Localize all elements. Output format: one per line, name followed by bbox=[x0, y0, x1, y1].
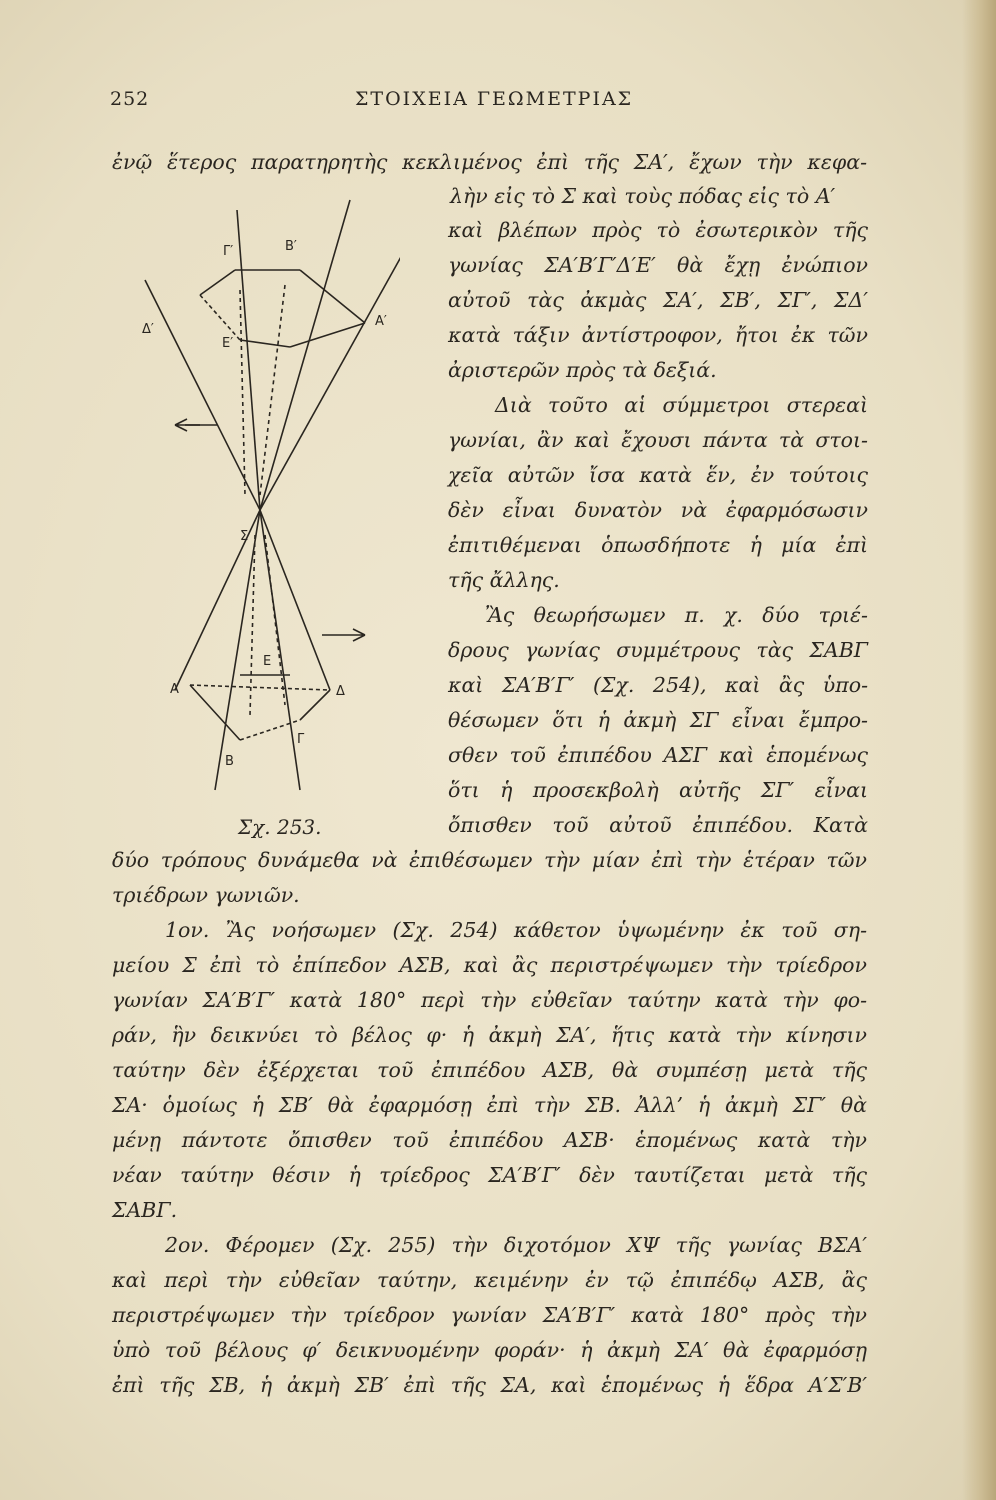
text-line: μείου Σ ἐπὶ τὸ ἐπίπεδον ΑΣΒ, καὶ ἂς περιστρέψωμεν τὴν τρίεδρον bbox=[112, 953, 867, 977]
text-line: Διὰ τοῦτο αἱ σύμμετροι στερεαὶ bbox=[495, 393, 868, 417]
edge-s-beta bbox=[215, 510, 260, 790]
text-line: ἐπὶ τῆς ΣΒ, ἡ ἀκμὴ ΣΒ′ ἐπὶ τῆς ΣΑ, καὶ ἑπομένως ἡ ἕδρα Α′Σ′Β′ bbox=[112, 1373, 867, 1397]
base-line-ab bbox=[190, 685, 240, 740]
label-beta-prime: Β′ bbox=[285, 239, 297, 254]
text-line: ἀριστερῶν πρὸς τὰ δεξιά. bbox=[448, 358, 717, 382]
text-line: δὲν εἶναι δυνατὸν νὰ ἐφαρμόσωσιν bbox=[448, 498, 868, 522]
label-alpha: Α bbox=[170, 682, 179, 697]
text-line: αὐτοῦ τὰς ἀκμὰς ΣΑ′, ΣΒ′, ΣΓ′, ΣΔ′ bbox=[448, 288, 868, 312]
text-line: χεῖα αὐτῶν ἴσα κατὰ ἕν, ἐν τούτοις bbox=[448, 463, 868, 487]
label-epsilon-prime: Ε′ bbox=[222, 336, 234, 351]
base-dashed-ad bbox=[190, 685, 330, 690]
label-alpha-prime: Α′ bbox=[375, 314, 387, 329]
text-line: Ἂς θεωρήσωμεν π. χ. δύο τριέ- bbox=[485, 603, 868, 627]
text-line: καὶ περὶ τὴν εὐθεῖαν ταύτην, κειμένην ἐν τῷ ἐπιπέδῳ ΑΣΒ, ἂς bbox=[112, 1268, 867, 1292]
text-line: περιστρέψωμεν τὴν τρίεδρον γωνίαν ΣΑ′Β′Γ′ κατὰ 180° πρὸς τὴν bbox=[112, 1303, 867, 1327]
text-line: ΣΑ· ὁμοίως ἡ ΣΒ′ θὰ ἐφαρμόσῃ ἐπὶ τὴν ΣΒ. Ἀλλ’ ἡ ἀκμὴ ΣΓ′ θὰ bbox=[112, 1093, 867, 1117]
text-line: γωνίαι, ἂν καὶ ἔχουσι πάντα τὰ στοι- bbox=[448, 428, 868, 452]
text-line: δύο τρόπους δυνάμεθα νὰ ἐπιθέσωμεν τὴν μίαν ἐπὶ τὴν ἑτέραν τῶν bbox=[112, 848, 867, 872]
edge-s-gamma-prime bbox=[237, 210, 260, 510]
top-face-line-left bbox=[200, 270, 235, 295]
edge-s-beta-prime bbox=[260, 200, 350, 510]
page-edge-shadow bbox=[962, 0, 996, 1500]
base-line-ba bbox=[300, 270, 365, 323]
text-line: 2ον. Φέρομεν (Σχ. 255) τὴν διχοτόμον ΧΨ τῆς γωνίας ΒΣΑ′ bbox=[165, 1233, 867, 1257]
text-line: θέσωμεν ὅτι ἡ ἀκμὴ ΣΓ εἶναι ἔμπρο- bbox=[448, 708, 868, 732]
label-delta-prime: Δ′ bbox=[142, 322, 154, 337]
text-line: μένῃ πάντοτε ὄπισθεν τοῦ ἐπιπέδου ΑΣΒ· ἑπομένως κατὰ τὴν bbox=[112, 1128, 867, 1152]
text-line: ἐπιτιθέμεναι ὁπωσδήποτε ἡ μία ἐπὶ bbox=[448, 533, 868, 557]
text-line: τῆς ἄλλης. bbox=[448, 568, 560, 592]
hidden-edge-1 bbox=[240, 290, 245, 495]
label-beta: Β bbox=[225, 754, 234, 769]
text-line: νέαν ταύτην θέσιν ἡ τρίεδρος ΣΑ′Β′Γ′ δὲν ταυτίζεται μετὰ τῆς bbox=[112, 1163, 867, 1187]
text-line: κατὰ τάξιν ἀντίστροφον, ἤτοι ἐκ τῶν bbox=[448, 323, 868, 347]
arrow-left bbox=[175, 419, 218, 431]
label-gamma: Γ bbox=[297, 732, 305, 747]
figure-caption: Σχ. 253. bbox=[238, 815, 322, 839]
text-line: ράν, ἣν δεικνύει τὸ βέλος φ· ἡ ἀκμὴ ΣΑ′, ἥτις κατὰ τὴν κίνησιν bbox=[112, 1023, 867, 1047]
page-header bbox=[110, 88, 870, 118]
text-line: 1ον. Ἂς νοήσωμεν (Σχ. 254) κάθετον ὑψωμένην ἐκ τοῦ ση- bbox=[165, 918, 867, 942]
base-line-gd bbox=[300, 690, 330, 720]
text-line: λὴν εἰς τὸ Σ καὶ τοὺς πόδας εἰς τὸ Α′ bbox=[450, 184, 836, 208]
label-sigma: Σ bbox=[240, 529, 249, 544]
text-line: ταύτην δὲν ἐξέρχεται τοῦ ἐπιπέδου ΑΣΒ, θὰ συμπέσῃ μετὰ τῆς bbox=[112, 1058, 867, 1082]
label-epsilon: Ε bbox=[263, 654, 272, 669]
figure-253-diagram bbox=[140, 195, 400, 835]
text-line: σθεν τοῦ ἐπιπέδου ΑΣΓ καὶ ἑπομένως bbox=[448, 743, 868, 767]
label-delta: Δ bbox=[336, 684, 345, 699]
text-line: ὅτι ἡ προσεκβολὴ αὐτῆς ΣΓ′ εἶναι bbox=[448, 778, 868, 802]
edge-s-gamma bbox=[260, 510, 300, 790]
page-number: 252 bbox=[110, 88, 150, 110]
hidden-edge-2 bbox=[260, 285, 285, 495]
text-line: τριέδρων γωνιῶν. bbox=[112, 883, 300, 907]
arrow-right bbox=[322, 629, 365, 641]
figure-253 bbox=[140, 195, 400, 835]
text-line: ἐνῷ ἕτερος παρατηρητὴς κεκλιμένος ἐπὶ τῆς ΣΑ′, ἔχων τὴν κεφα- bbox=[112, 150, 867, 174]
text-line: καὶ ΣΑ′Β′Γ′ (Σχ. 254), καὶ ἂς ὑπο- bbox=[448, 673, 868, 697]
label-gamma-prime: Γ′ bbox=[223, 244, 234, 259]
text-line: ὑπὸ τοῦ βέλους φ′ δεικνυομένην φοράν· ἡ ἀκμὴ ΣΑ′ θὰ ἐφαρμόσῃ bbox=[112, 1338, 867, 1362]
base-dashed-de bbox=[200, 295, 240, 340]
text-line: γωνίαν ΣΑ′Β′Γ′ κατὰ 180° περὶ τὴν εὐθεῖαν ταύτην κατὰ τὴν φο- bbox=[112, 988, 867, 1012]
edge-s-alpha-prime bbox=[260, 255, 400, 510]
text-line: δρους γωνίας συμμέτρους τὰς ΣΑΒΓ bbox=[448, 638, 868, 662]
base-line-a bbox=[290, 323, 365, 347]
text-line: γωνίας ΣΑ′Β′Γ′Δ′Ε′ θὰ ἔχῃ ἐνώπιον bbox=[448, 253, 868, 277]
text-line: ΣΑΒΓ. bbox=[112, 1198, 178, 1222]
running-title: ΣΤΟΙΧΕΙΑ ΓΕΩΜΕΤΡΙΑΣ bbox=[355, 88, 634, 110]
text-line: ὄπισθεν τοῦ αὐτοῦ ἐπιπέδου. Κατὰ bbox=[448, 813, 868, 837]
text-line: καὶ βλέπων πρὸς τὸ ἐσωτερικὸν τῆς bbox=[448, 218, 868, 242]
